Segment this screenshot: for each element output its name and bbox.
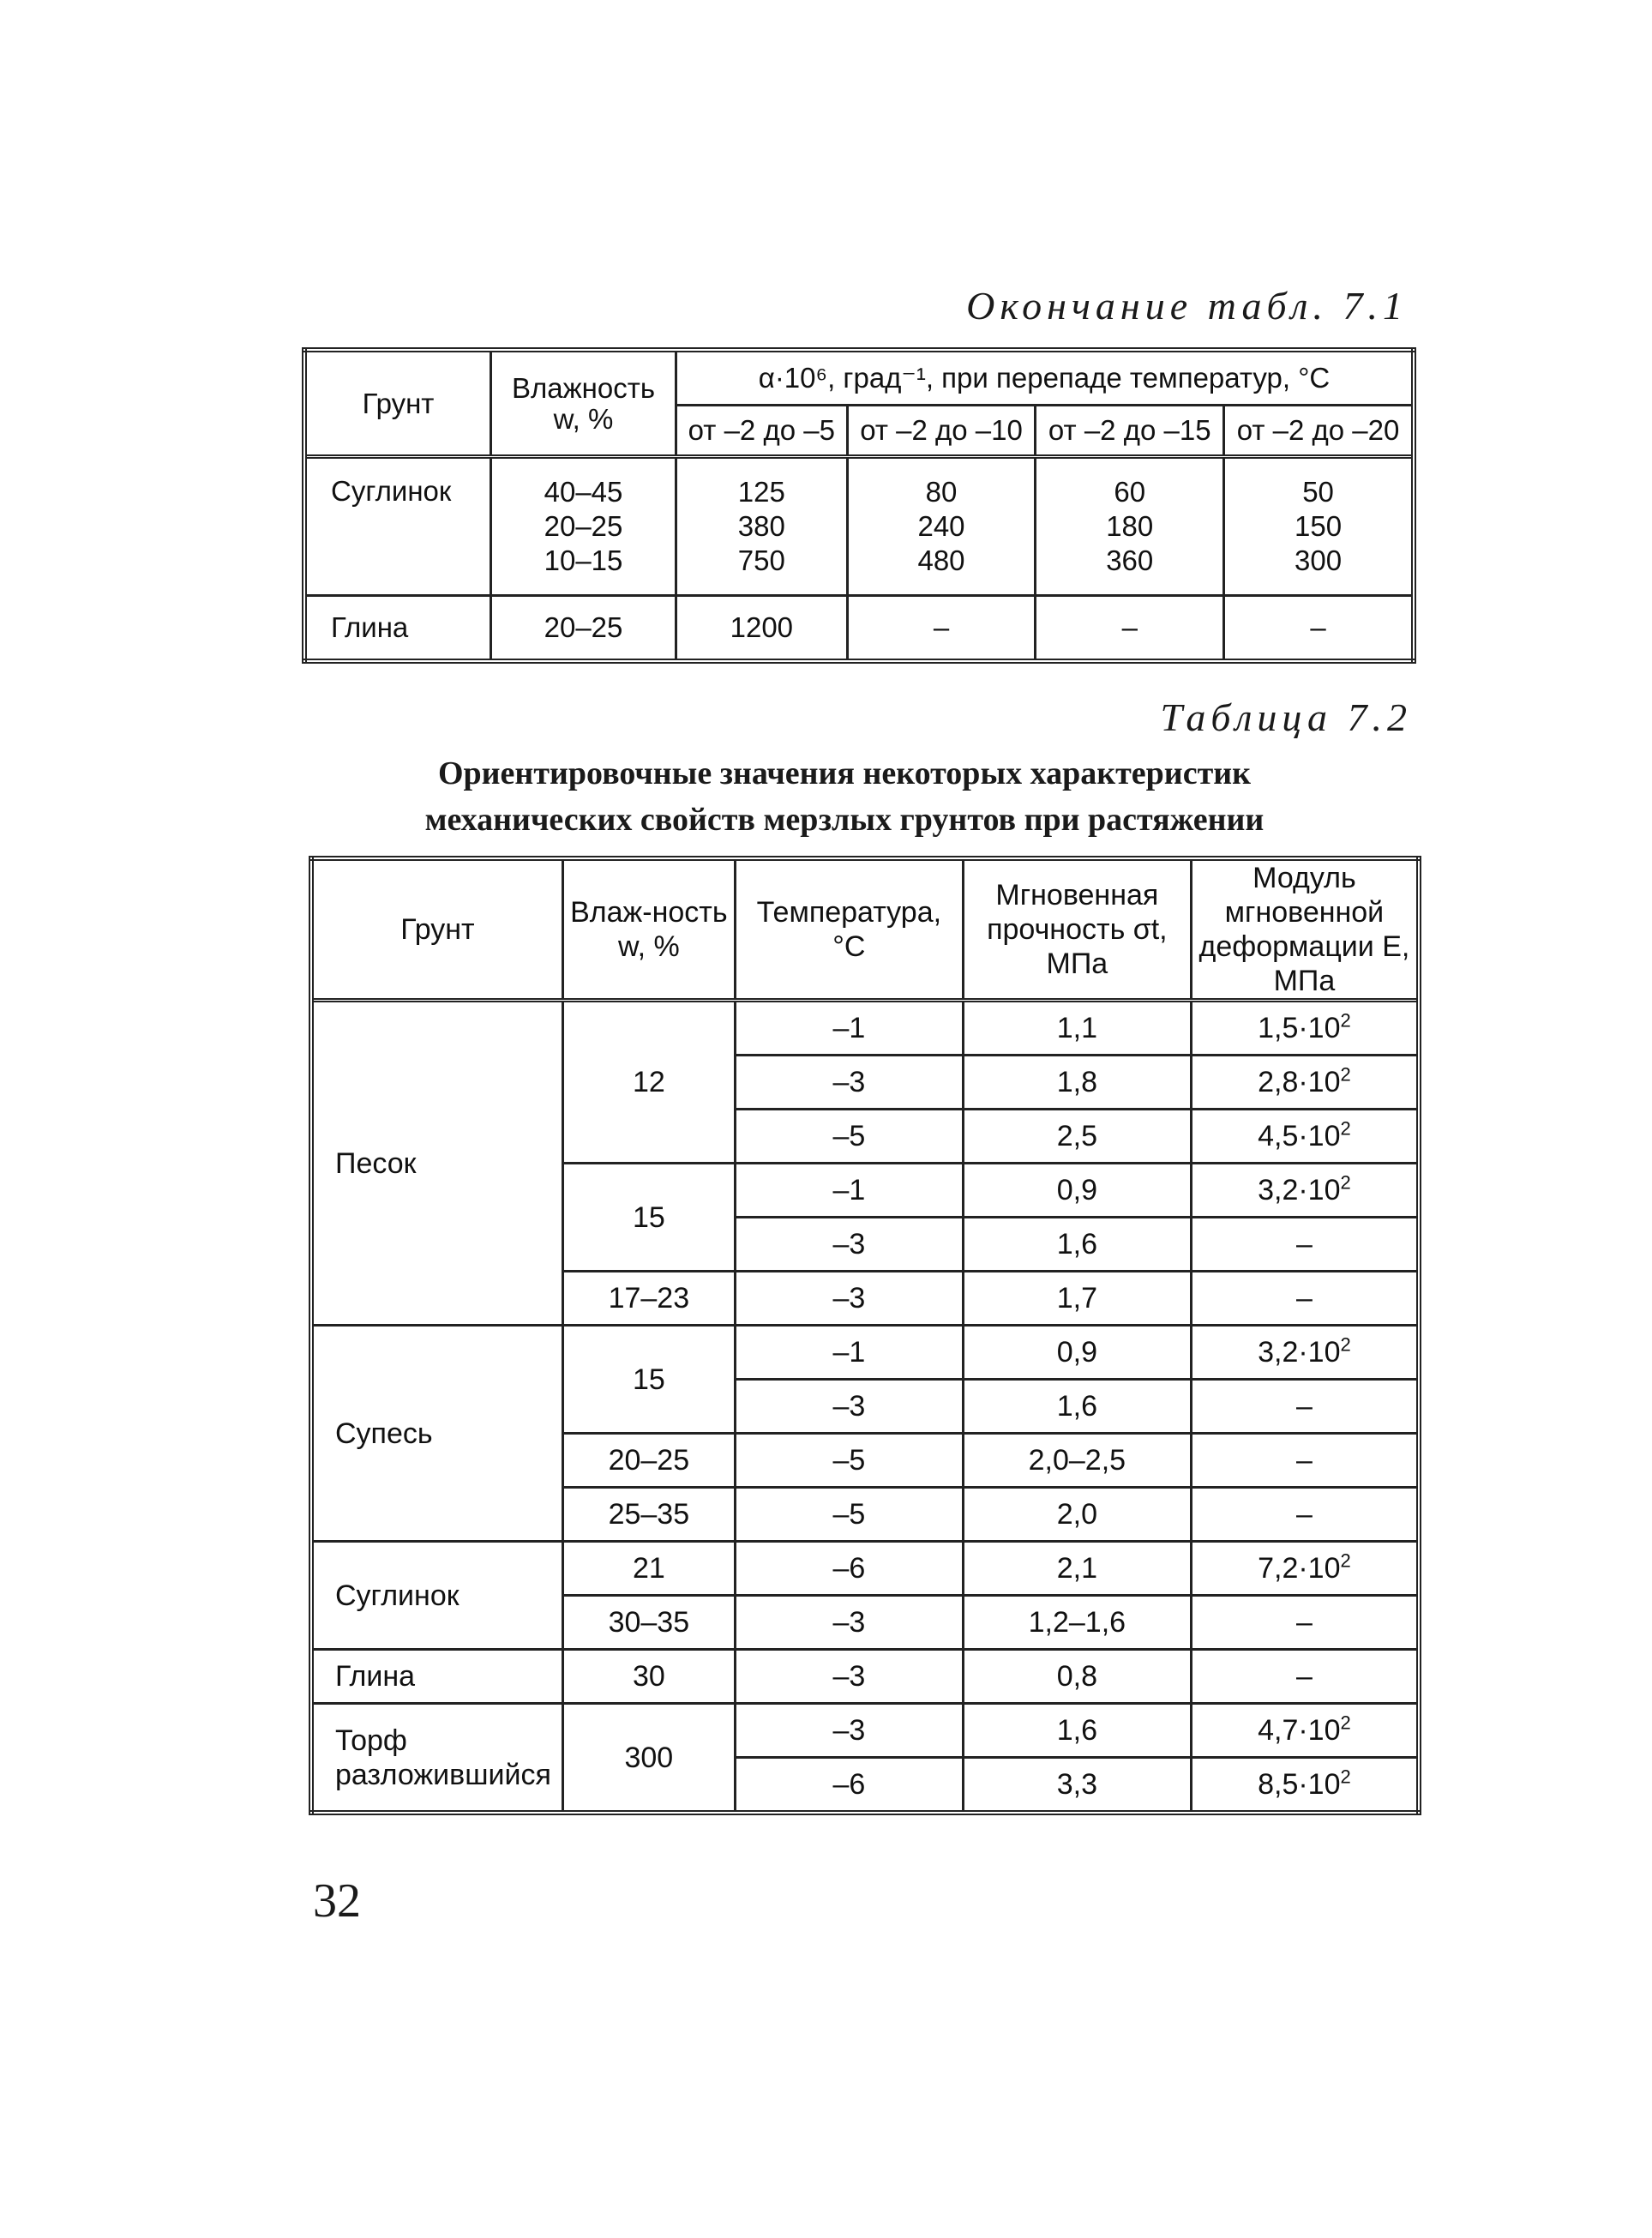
cell-value: 8,5·10 bbox=[1258, 1768, 1341, 1801]
table-cell: 20–25 bbox=[562, 1434, 735, 1488]
table-cell bbox=[1191, 1164, 1419, 1218]
cell-value: 180 bbox=[1106, 510, 1154, 542]
table-cell: Супесь bbox=[311, 1326, 562, 1542]
cell-value: 4,7·10 bbox=[1258, 1714, 1341, 1747]
exponent: 2 bbox=[1340, 1333, 1351, 1356]
table-cell bbox=[847, 457, 1036, 596]
table-cell: 12 bbox=[562, 1001, 735, 1164]
table-cell bbox=[1191, 1218, 1419, 1272]
page-number: 32 bbox=[313, 1874, 361, 1928]
table-row bbox=[311, 1326, 1419, 1380]
table-cell: 1200 bbox=[676, 596, 848, 662]
table-cell bbox=[491, 457, 676, 596]
table-cell bbox=[1191, 1056, 1419, 1110]
table-cell: –6 bbox=[735, 1542, 963, 1596]
table-cell: 15 bbox=[562, 1164, 735, 1272]
table-cell: 17–23 bbox=[562, 1272, 735, 1326]
table-cell: – bbox=[1224, 596, 1414, 662]
table-cell: – bbox=[1036, 596, 1224, 662]
table-title-line: Ориентировочные значения некоторых характеристик bbox=[437, 755, 1252, 791]
table-cell: 1,8 bbox=[963, 1056, 1191, 1110]
table-cell: –1 bbox=[735, 1001, 963, 1056]
table-row bbox=[311, 1704, 1419, 1758]
cell-value: 50 bbox=[1302, 476, 1334, 508]
cell-value: 10–15 bbox=[544, 544, 623, 576]
table-cell: 21 bbox=[562, 1542, 735, 1596]
table-row bbox=[311, 1001, 1419, 1056]
column-header: Температура, °С bbox=[735, 858, 963, 1001]
cell-value: – bbox=[1295, 1498, 1313, 1531]
table-cell: 3,3 bbox=[963, 1758, 1191, 1814]
table-cell bbox=[1191, 1650, 1419, 1704]
table-cell: – bbox=[847, 596, 1036, 662]
cell-value: 20–25 bbox=[544, 510, 623, 542]
table-cell: 30 bbox=[562, 1650, 735, 1704]
column-header: Грунт bbox=[311, 858, 562, 1001]
table-cell: 300 bbox=[562, 1704, 735, 1814]
table-cell: 2,5 bbox=[963, 1110, 1191, 1164]
table-cell: 20–25 bbox=[491, 596, 676, 662]
data-table bbox=[302, 347, 1416, 664]
cell-value: 7,2·10 bbox=[1258, 1552, 1341, 1585]
table-cell bbox=[1191, 1434, 1419, 1488]
cell-value: – bbox=[1295, 1606, 1313, 1639]
cell-value: – bbox=[1295, 1390, 1313, 1423]
table-cell: 25–35 bbox=[562, 1488, 735, 1542]
table-cell: –3 bbox=[735, 1650, 963, 1704]
table-cell: –3 bbox=[735, 1704, 963, 1758]
cell-value: 80 bbox=[925, 476, 958, 508]
cell-value: 150 bbox=[1295, 510, 1343, 542]
table-cell: 0,8 bbox=[963, 1650, 1191, 1704]
table-cell: –1 bbox=[735, 1326, 963, 1380]
table-cell: 1,7 bbox=[963, 1272, 1191, 1326]
table-cell: 1,6 bbox=[963, 1704, 1191, 1758]
table-row bbox=[304, 457, 1414, 596]
table-title bbox=[309, 750, 1380, 843]
cell-value: 240 bbox=[917, 510, 965, 542]
table-row bbox=[304, 596, 1414, 662]
table-cell: –5 bbox=[735, 1110, 963, 1164]
table-cell: Суглинок bbox=[304, 457, 491, 596]
cell-value: – bbox=[1295, 1660, 1313, 1693]
table-cell: 2,0 bbox=[963, 1488, 1191, 1542]
exponent: 2 bbox=[1340, 1009, 1351, 1032]
table-row bbox=[311, 1542, 1419, 1596]
exponent: 2 bbox=[1340, 1549, 1351, 1572]
table-row bbox=[311, 1650, 1419, 1704]
table-cell: Торф разложившийся bbox=[311, 1704, 562, 1814]
column-header: от –2 до –10 bbox=[847, 406, 1036, 457]
table-cell: 0,9 bbox=[963, 1164, 1191, 1218]
exponent: 2 bbox=[1340, 1766, 1351, 1788]
cell-value: – bbox=[1295, 1282, 1313, 1315]
column-header: Модуль мгновенной деформации Е, МПа bbox=[1191, 858, 1419, 1001]
table-cell: –3 bbox=[735, 1056, 963, 1110]
table-cell: Суглинок bbox=[311, 1542, 562, 1650]
table-cell bbox=[1191, 1380, 1419, 1434]
exponent: 2 bbox=[1340, 1712, 1351, 1734]
cell-value: 360 bbox=[1106, 544, 1154, 576]
table-cell: –3 bbox=[735, 1272, 963, 1326]
cell-value: – bbox=[1295, 1444, 1313, 1477]
table-cell bbox=[1191, 1758, 1419, 1814]
table-cell bbox=[1191, 1110, 1419, 1164]
column-header: Влаж-ность w, % bbox=[562, 858, 735, 1001]
column-header: Грунт bbox=[304, 350, 491, 457]
table-cell: 30–35 bbox=[562, 1596, 735, 1650]
column-group-header: α·10⁶, град⁻¹, при перепаде температур, °С bbox=[676, 350, 1415, 406]
table-cell: –6 bbox=[735, 1758, 963, 1814]
table-cell: 2,0–2,5 bbox=[963, 1434, 1191, 1488]
column-header: Влажность w, % bbox=[491, 350, 676, 457]
cell-value: 4,5·10 bbox=[1258, 1120, 1341, 1152]
table-cell bbox=[1191, 1001, 1419, 1056]
table-cell: –3 bbox=[735, 1218, 963, 1272]
data-table bbox=[309, 856, 1421, 1815]
table-cell bbox=[1224, 457, 1414, 596]
cell-value: 40–45 bbox=[544, 476, 623, 508]
table-cell bbox=[1191, 1272, 1419, 1326]
table-cell: –5 bbox=[735, 1434, 963, 1488]
cell-value: 480 bbox=[917, 544, 965, 576]
table-cell bbox=[1191, 1326, 1419, 1380]
cell-value: 3,2·10 bbox=[1258, 1174, 1341, 1206]
table-cell: 2,1 bbox=[963, 1542, 1191, 1596]
exponent: 2 bbox=[1340, 1117, 1351, 1140]
column-header: от –2 до –15 bbox=[1036, 406, 1224, 457]
cell-value: 60 bbox=[1114, 476, 1146, 508]
table-cell: –3 bbox=[735, 1380, 963, 1434]
table-cell bbox=[676, 457, 848, 596]
table-cell: 1,2–1,6 bbox=[963, 1596, 1191, 1650]
table-title-line: механических свойств мерзлых грунтов при растяжении bbox=[424, 802, 1265, 838]
exponent: 2 bbox=[1340, 1171, 1351, 1194]
table-cell: –3 bbox=[735, 1596, 963, 1650]
table-cell: –1 bbox=[735, 1164, 963, 1218]
cell-value: 3,2·10 bbox=[1258, 1336, 1341, 1369]
cell-value: 750 bbox=[737, 544, 785, 576]
column-header: от –2 до –5 bbox=[676, 406, 848, 457]
table-cell: 0,9 bbox=[963, 1326, 1191, 1380]
cell-value: 380 bbox=[737, 510, 785, 542]
column-header: Мгновенная прочность σt, МПа bbox=[963, 858, 1191, 1001]
table-cell: Глина bbox=[311, 1650, 562, 1704]
exponent: 2 bbox=[1340, 1063, 1351, 1086]
table-cell bbox=[1191, 1596, 1419, 1650]
cell-value: 1,5·10 bbox=[1258, 1012, 1341, 1044]
table-cell: –5 bbox=[735, 1488, 963, 1542]
column-header: от –2 до –20 bbox=[1224, 406, 1414, 457]
cell-value: 2,8·10 bbox=[1258, 1066, 1341, 1098]
table-cell: 15 bbox=[562, 1326, 735, 1434]
table-cell: Глина bbox=[304, 596, 491, 662]
table-cell: 1,6 bbox=[963, 1380, 1191, 1434]
table-cell bbox=[1036, 457, 1224, 596]
table-cell bbox=[1191, 1704, 1419, 1758]
table-cell: 1,1 bbox=[963, 1001, 1191, 1056]
cell-value: 125 bbox=[737, 476, 785, 508]
table-caption: Таблица 7.2 bbox=[1160, 695, 1412, 739]
table-caption: Окончание табл. 7.1 bbox=[966, 284, 1408, 328]
table-cell bbox=[1191, 1542, 1419, 1596]
table-cell: 1,6 bbox=[963, 1218, 1191, 1272]
table-cell bbox=[1191, 1488, 1419, 1542]
cell-value: 300 bbox=[1295, 544, 1343, 576]
cell-value: – bbox=[1295, 1228, 1313, 1260]
table-cell: Песок bbox=[311, 1001, 562, 1326]
